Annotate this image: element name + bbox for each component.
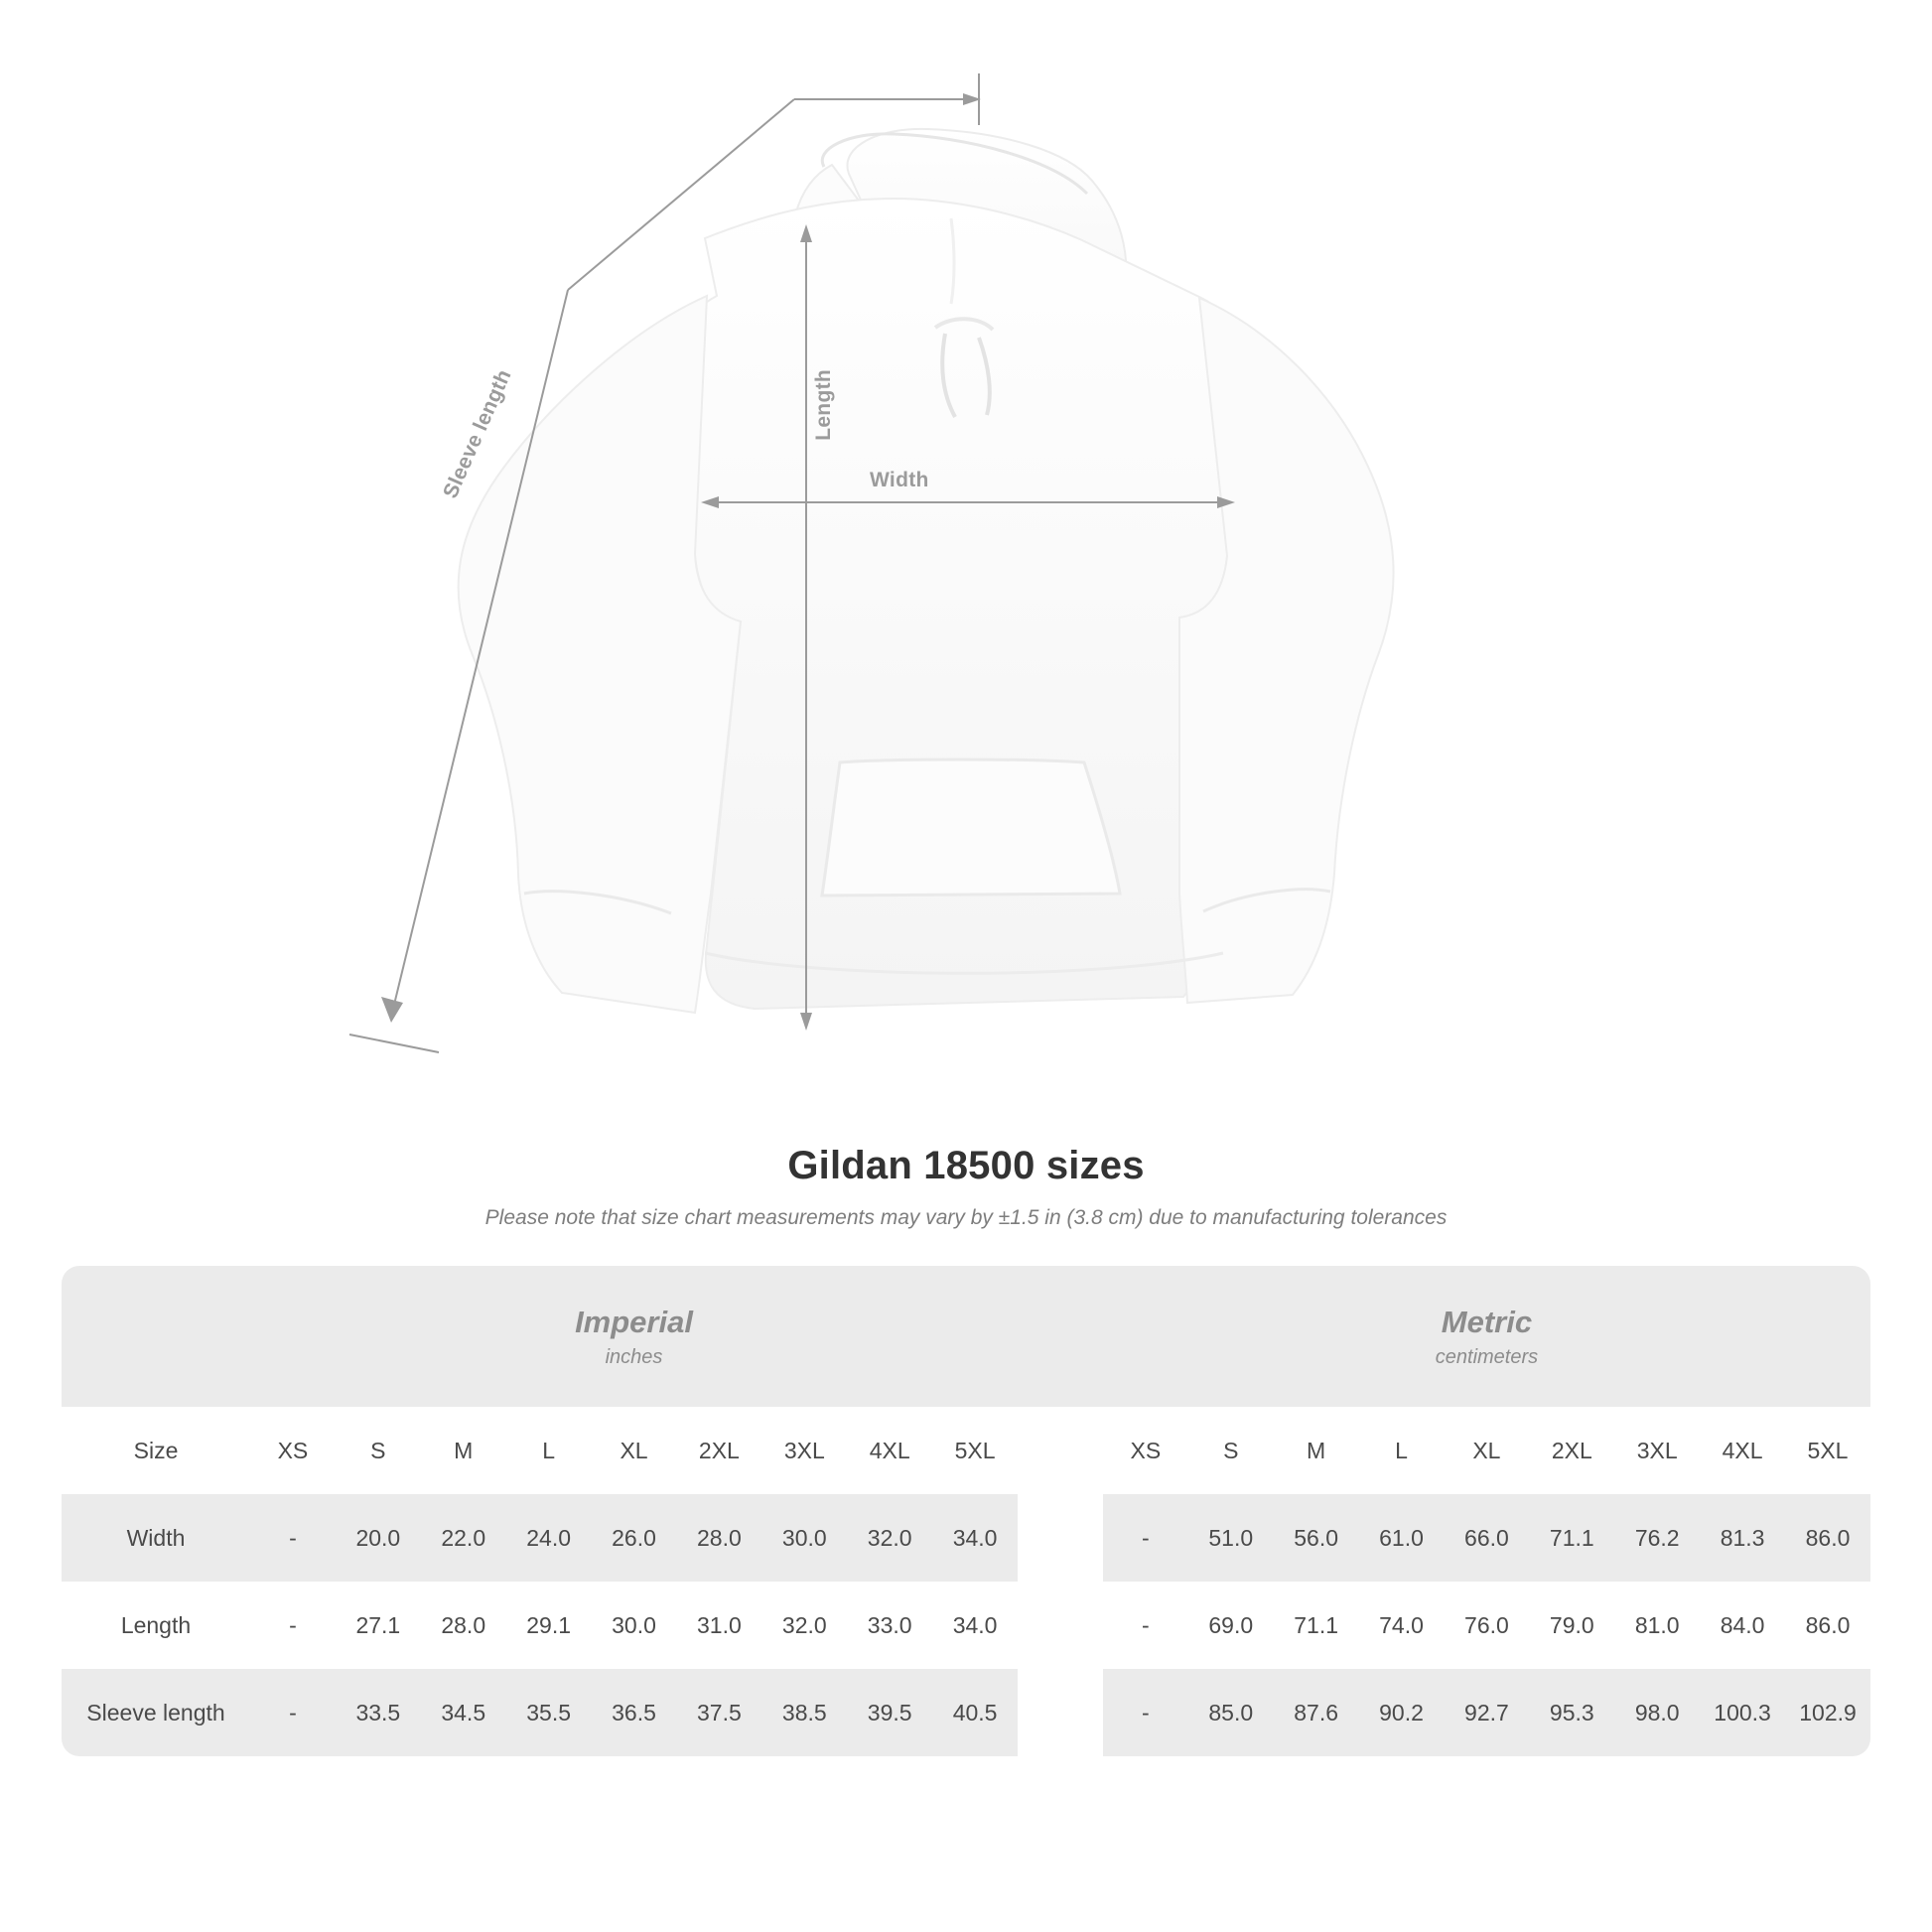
size-header-metric-m: M <box>1274 1407 1359 1494</box>
cell-value: 98.0 <box>1614 1669 1700 1756</box>
size-header-imperial-3xl: 3XL <box>761 1407 847 1494</box>
size-header-imperial-xs: XS <box>250 1407 336 1494</box>
size-header-metric-2xl: 2XL <box>1529 1407 1614 1494</box>
size-header-metric-l: L <box>1359 1407 1445 1494</box>
size-header-metric-xs: XS <box>1103 1407 1188 1494</box>
size-header-imperial-s: S <box>336 1407 421 1494</box>
cell-value: 71.1 <box>1274 1582 1359 1669</box>
cell-value: 84.0 <box>1700 1582 1785 1669</box>
size-chart-table-wrap <box>62 1266 1870 1756</box>
cell-value: 22.0 <box>421 1494 506 1582</box>
cell-value: 39.5 <box>847 1669 932 1756</box>
cell-value: 34.0 <box>932 1582 1018 1669</box>
cell-value: 32.0 <box>847 1494 932 1582</box>
width-dimension-label: Width <box>870 469 929 491</box>
unit-group-header-imperial <box>250 1266 1018 1407</box>
cell-value: 81.0 <box>1614 1582 1700 1669</box>
cell-value: 92.7 <box>1444 1669 1529 1756</box>
cell-value: 74.0 <box>1359 1582 1445 1669</box>
size-header-row <box>62 1407 1870 1494</box>
cell-value: - <box>250 1494 336 1582</box>
cell-value: 56.0 <box>1274 1494 1359 1582</box>
tolerance-note: Please note that size chart measurements may vary by ±1.5 in (3.8 cm) due to manufacturing tolerances <box>484 1206 1448 1229</box>
column-gap <box>1018 1407 1103 1494</box>
cell-value: 24.0 <box>506 1494 592 1582</box>
cell-value: 37.5 <box>676 1669 761 1756</box>
size-header-imperial-5xl: 5XL <box>932 1407 1018 1494</box>
unit-group-subtitle: inches <box>605 1345 663 1368</box>
sleeve-length-dimension-label: Sleeve length <box>439 365 516 502</box>
size-header-metric-4xl: 4XL <box>1700 1407 1785 1494</box>
cell-value: 100.3 <box>1700 1669 1785 1756</box>
size-header-imperial-m: M <box>421 1407 506 1494</box>
cell-value: 33.0 <box>847 1582 932 1669</box>
column-gap <box>1018 1582 1103 1669</box>
cell-value: 27.1 <box>336 1582 421 1669</box>
row-header-sleeve-length: Sleeve length <box>62 1669 250 1756</box>
unit-group-gap <box>1018 1266 1103 1407</box>
cell-value: 61.0 <box>1359 1494 1445 1582</box>
cell-value: - <box>250 1669 336 1756</box>
cell-value: 29.1 <box>506 1582 592 1669</box>
cell-value: 95.3 <box>1529 1669 1614 1756</box>
table-row <box>62 1494 1870 1582</box>
size-chart-table <box>62 1266 1870 1756</box>
chart-title-block <box>0 1144 1932 1230</box>
cell-value: 81.3 <box>1700 1494 1785 1582</box>
cell-value: 35.5 <box>506 1669 592 1756</box>
size-header-imperial-xl: XL <box>592 1407 677 1494</box>
unit-group-title: Imperial <box>575 1304 693 1339</box>
cell-value: 28.0 <box>421 1582 506 1669</box>
cell-value: 66.0 <box>1444 1494 1529 1582</box>
row-header-width: Width <box>62 1494 250 1582</box>
size-header-metric-5xl: 5XL <box>1785 1407 1870 1494</box>
size-header-metric-3xl: 3XL <box>1614 1407 1700 1494</box>
length-dimension-label: Length <box>812 369 835 441</box>
cell-value: 33.5 <box>336 1669 421 1756</box>
cell-value: 76.2 <box>1614 1494 1700 1582</box>
unit-group-title: Metric <box>1441 1304 1533 1339</box>
unit-group-subtitle: centimeters <box>1435 1345 1539 1368</box>
size-header-imperial-4xl: 4XL <box>847 1407 932 1494</box>
cell-value: 90.2 <box>1359 1669 1445 1756</box>
cell-value: 102.9 <box>1785 1669 1870 1756</box>
table-corner-cell <box>62 1266 250 1407</box>
cell-value: 20.0 <box>336 1494 421 1582</box>
column-gap <box>1018 1669 1103 1756</box>
cell-value: 30.0 <box>761 1494 847 1582</box>
table-row <box>62 1582 1870 1669</box>
cell-value: 34.5 <box>421 1669 506 1756</box>
unit-header-row <box>62 1266 1870 1407</box>
table-row <box>62 1669 1870 1756</box>
cell-value: 69.0 <box>1188 1582 1274 1669</box>
cell-value: 38.5 <box>761 1669 847 1756</box>
cell-value: 36.5 <box>592 1669 677 1756</box>
cell-value: 30.0 <box>592 1582 677 1669</box>
column-gap <box>1018 1494 1103 1582</box>
size-header-imperial-l: L <box>506 1407 592 1494</box>
cell-value: 40.5 <box>932 1669 1018 1756</box>
cell-value: 28.0 <box>676 1494 761 1582</box>
cell-value: 76.0 <box>1444 1582 1529 1669</box>
cell-value: 79.0 <box>1529 1582 1614 1669</box>
cell-value: - <box>250 1582 336 1669</box>
row-header-length: Length <box>62 1582 250 1669</box>
size-header-metric-s: S <box>1188 1407 1274 1494</box>
cell-value: - <box>1103 1582 1188 1669</box>
cell-value: 87.6 <box>1274 1669 1359 1756</box>
cell-value: 86.0 <box>1785 1582 1870 1669</box>
page-title: Gildan 18500 sizes <box>787 1144 1145 1187</box>
cell-value: 71.1 <box>1529 1494 1614 1582</box>
unit-group-header-metric <box>1103 1266 1870 1407</box>
cell-value: 31.0 <box>676 1582 761 1669</box>
cell-value: 51.0 <box>1188 1494 1274 1582</box>
cell-value: - <box>1103 1494 1188 1582</box>
cell-value: 34.0 <box>932 1494 1018 1582</box>
cell-value: - <box>1103 1669 1188 1756</box>
size-label-cell: Size <box>62 1407 250 1494</box>
cell-value: 86.0 <box>1785 1494 1870 1582</box>
size-header-imperial-2xl: 2XL <box>676 1407 761 1494</box>
cell-value: 26.0 <box>592 1494 677 1582</box>
cell-value: 32.0 <box>761 1582 847 1669</box>
cell-value: 85.0 <box>1188 1669 1274 1756</box>
size-header-metric-xl: XL <box>1444 1407 1529 1494</box>
